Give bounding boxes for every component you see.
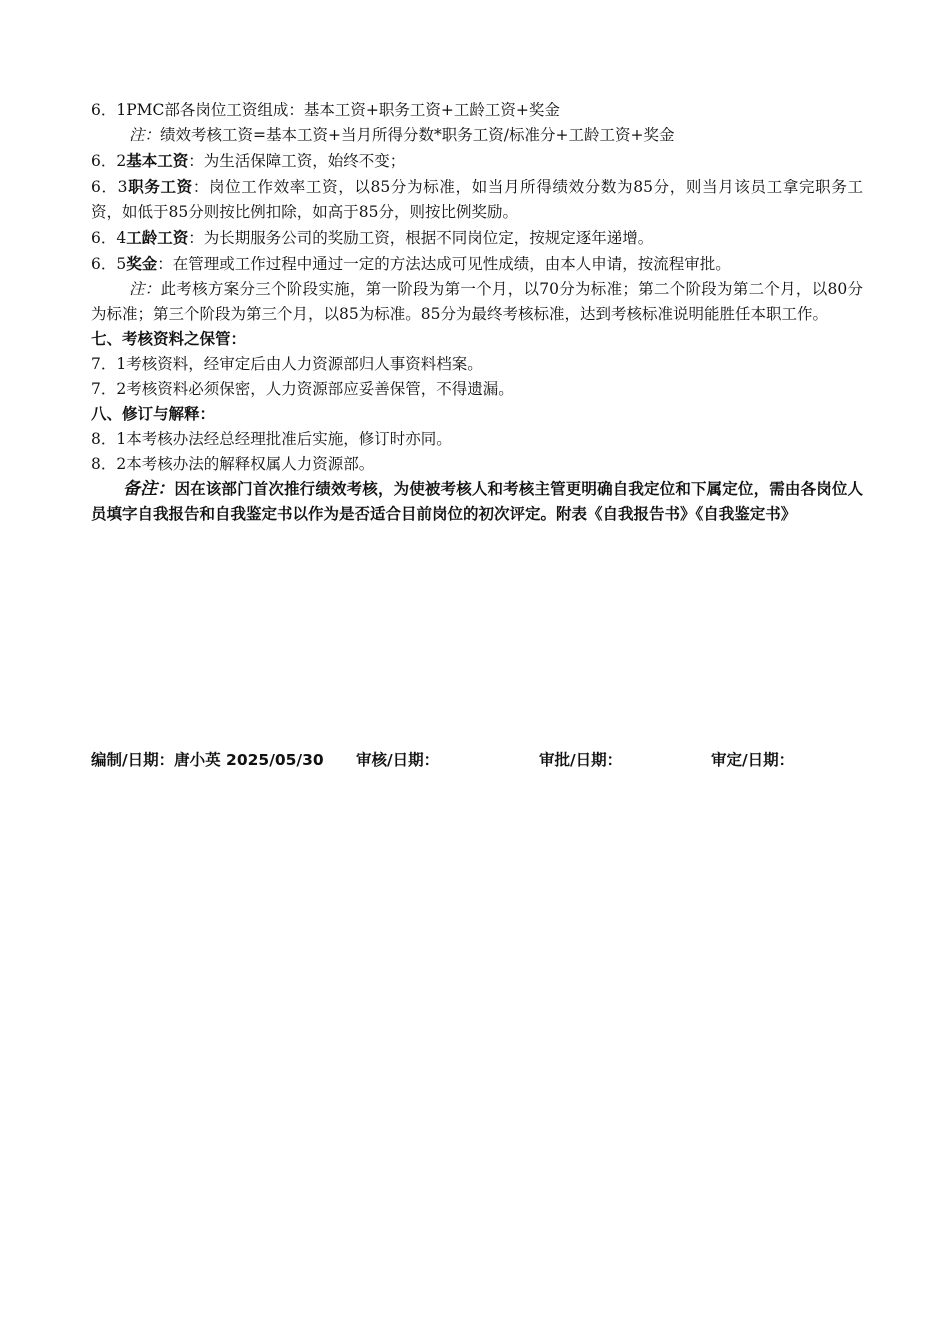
item-6-2 <box>91 148 863 174</box>
item-6-1: 6．1PMC部各岗位工资组成：基本工资+职务工资+工龄工资+奖金 <box>91 101 560 119</box>
item-7-1: 7．1考核资料，经审定后由人力资源部归人事资料档案。 <box>91 355 483 373</box>
note-salary-formula <box>91 123 863 148</box>
item-term: 职务工资 <box>127 177 193 196</box>
item-number: 6．2 <box>91 152 127 170</box>
item-number: 6．3 <box>91 178 128 196</box>
signoff-prepared: 编制/日期：唐小英 2025/05/30 <box>91 751 324 769</box>
section-8-heading: 八、修订与解释： <box>91 405 216 423</box>
signoff-verified: 审定/日期： <box>711 751 795 769</box>
item-number: 6．5 <box>91 255 127 273</box>
note-label: 注： <box>129 280 161 298</box>
item-6-4 <box>91 225 863 251</box>
remark-text: 因在该部门首次推行绩效考核，为使被考核人和考核主管更明确自我定位和下属定位，需由各岗位人员填字自我报告和自我鉴定书以作为是否适合目前岗位的初次评定。附表《自我报告书》《自我鉴定书》 <box>91 480 864 523</box>
item-text: ：为长期服务公司的奖励工资，根据不同岗位定，按规定逐年递增。 <box>188 229 654 247</box>
section-7-heading: 七、考核资料之保管： <box>91 330 247 348</box>
item-6-5 <box>91 251 863 277</box>
item-text: ：在管理或工作过程中通过一定的方法达成可见性成绩，由本人申请，按流程审批。 <box>157 255 731 273</box>
note-assessment-stages <box>91 277 863 327</box>
signoff-approved: 审批/日期： <box>539 751 623 769</box>
item-text: ：为生活保障工资，始终不变； <box>188 152 406 170</box>
remark-label: 备注： <box>123 479 175 499</box>
item-8-1: 8．1本考核办法经总经理批准后实施，修订时亦同。 <box>91 430 452 448</box>
note-label: 注： <box>129 126 161 144</box>
item-term: 基本工资 <box>126 151 189 170</box>
remark-paragraph <box>91 477 863 527</box>
signoff-reviewed: 审核/日期： <box>356 751 440 769</box>
item-number: 6．4 <box>91 229 127 247</box>
item-8-2: 8．2本考核办法的解释权属人力资源部。 <box>91 455 375 473</box>
item-6-3 <box>91 174 863 225</box>
item-term: 工龄工资 <box>126 228 189 247</box>
note-text: 绩效考核工资=基本工资+当月所得分数*职务工资/标准分+工龄工资+奖金 <box>160 126 675 144</box>
item-term: 奖金 <box>126 254 158 273</box>
item-7-2: 7．2考核资料必须保密，人力资源部应妥善保管，不得遗漏。 <box>91 380 514 398</box>
document-body <box>91 98 863 527</box>
note-text: 此考核方案分三个阶段实施，第一阶段为第一个月，以70分为标准；第二个阶段为第二个月，以80分为标准；第三个阶段为第三个月，以85为标准。85分为最终考核标准，达到考核标准说明能胜任本职工作。 <box>91 280 863 323</box>
item-text: ：岗位工作效率工资，以85分为标准，如当月所得绩效分数为85分，则当月该员工拿完职务工资，如低于85分则按比例扣除，如高于85分，则按比例奖励。 <box>91 178 863 221</box>
signoff-row <box>91 748 863 773</box>
